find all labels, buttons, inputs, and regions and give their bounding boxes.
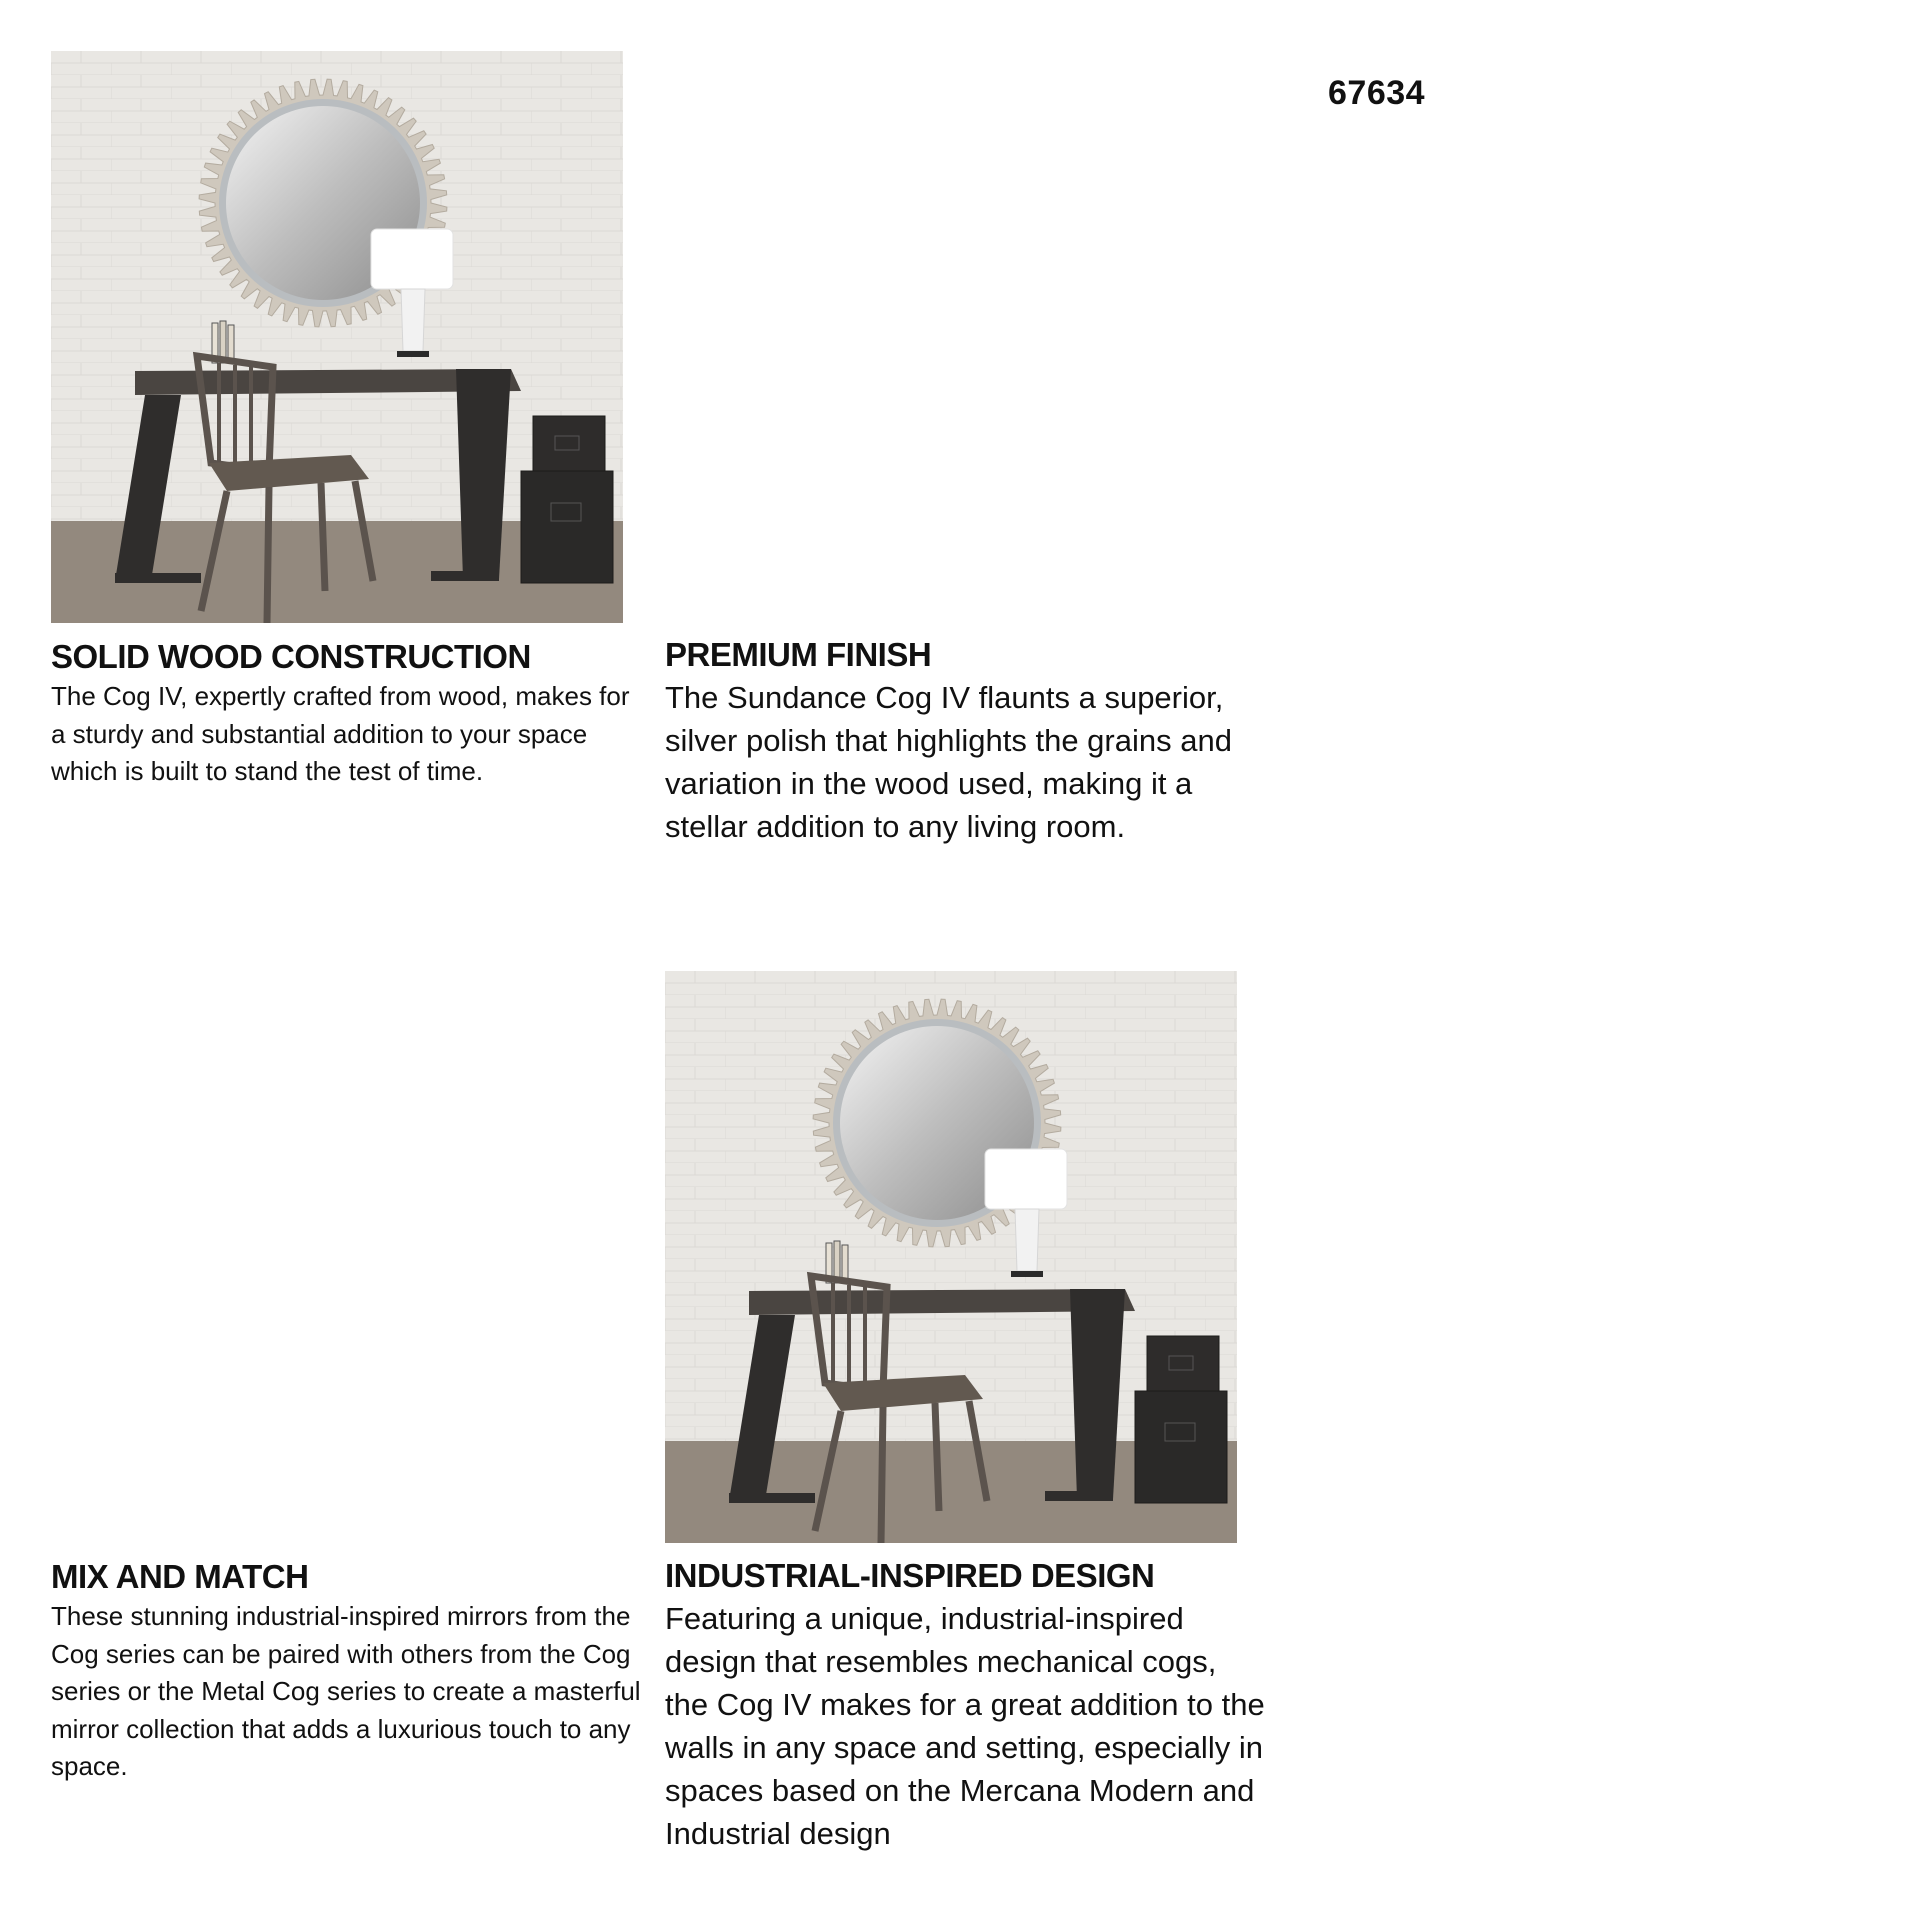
section-heading: INDUSTRIAL-INSPIRED DESIGN (665, 1557, 1155, 1594)
room-scene-illustration (51, 51, 623, 623)
lamp-foot (397, 351, 429, 357)
lamp-base (1015, 1209, 1039, 1271)
storage-box-bottom (521, 471, 613, 583)
section-heading: MIX AND MATCH (51, 1558, 309, 1595)
product-sku: 67634 (1328, 74, 1426, 112)
lamp-base (401, 289, 425, 351)
lamp-shade (371, 229, 453, 289)
desk-leg-foot (115, 573, 201, 583)
section-body: These stunning industrial-inspired mirrors from the Cog series can be paired with others from the Cog series or the Metal Cog series to create a masterful mirror collection that adds a luxurious touch to any space. (51, 1601, 641, 1781)
section-body: The Sundance Cog IV flaunts a superior, silver polish that highlights the grains and variation in the wood used, making it a stellar addition to any living room. (665, 680, 1232, 844)
product-photo-room-scene (665, 971, 1237, 1543)
lamp-shade (985, 1149, 1067, 1209)
storage-box-bottom (1135, 1391, 1227, 1503)
desk-leg-foot (1045, 1491, 1113, 1501)
section-solid-wood (51, 638, 641, 791)
section-body: Featuring a unique, industrial-inspired design that resembles mechanical cogs, the Cog IV makes for a great addition to the walls in any space and setting, especially in spaces based on the Mercana Modern and Industrial design (665, 1601, 1265, 1851)
desk-leg-foot (729, 1493, 815, 1503)
lamp-foot (1011, 1271, 1043, 1277)
product-photo-room-scene (51, 51, 623, 623)
section-body: The Cog IV, expertly crafted from wood, makes for a sturdy and substantial addition to your space which is built to stand the test of time. (51, 681, 630, 786)
section-industrial-design (665, 1557, 1265, 1855)
section-mix-and-match (51, 1558, 651, 1786)
section-heading: PREMIUM FINISH (665, 636, 932, 673)
room-scene-illustration (665, 971, 1237, 1543)
section-premium-finish (665, 636, 1255, 848)
desk-leg-foot (431, 571, 499, 581)
section-heading: SOLID WOOD CONSTRUCTION (51, 638, 531, 675)
